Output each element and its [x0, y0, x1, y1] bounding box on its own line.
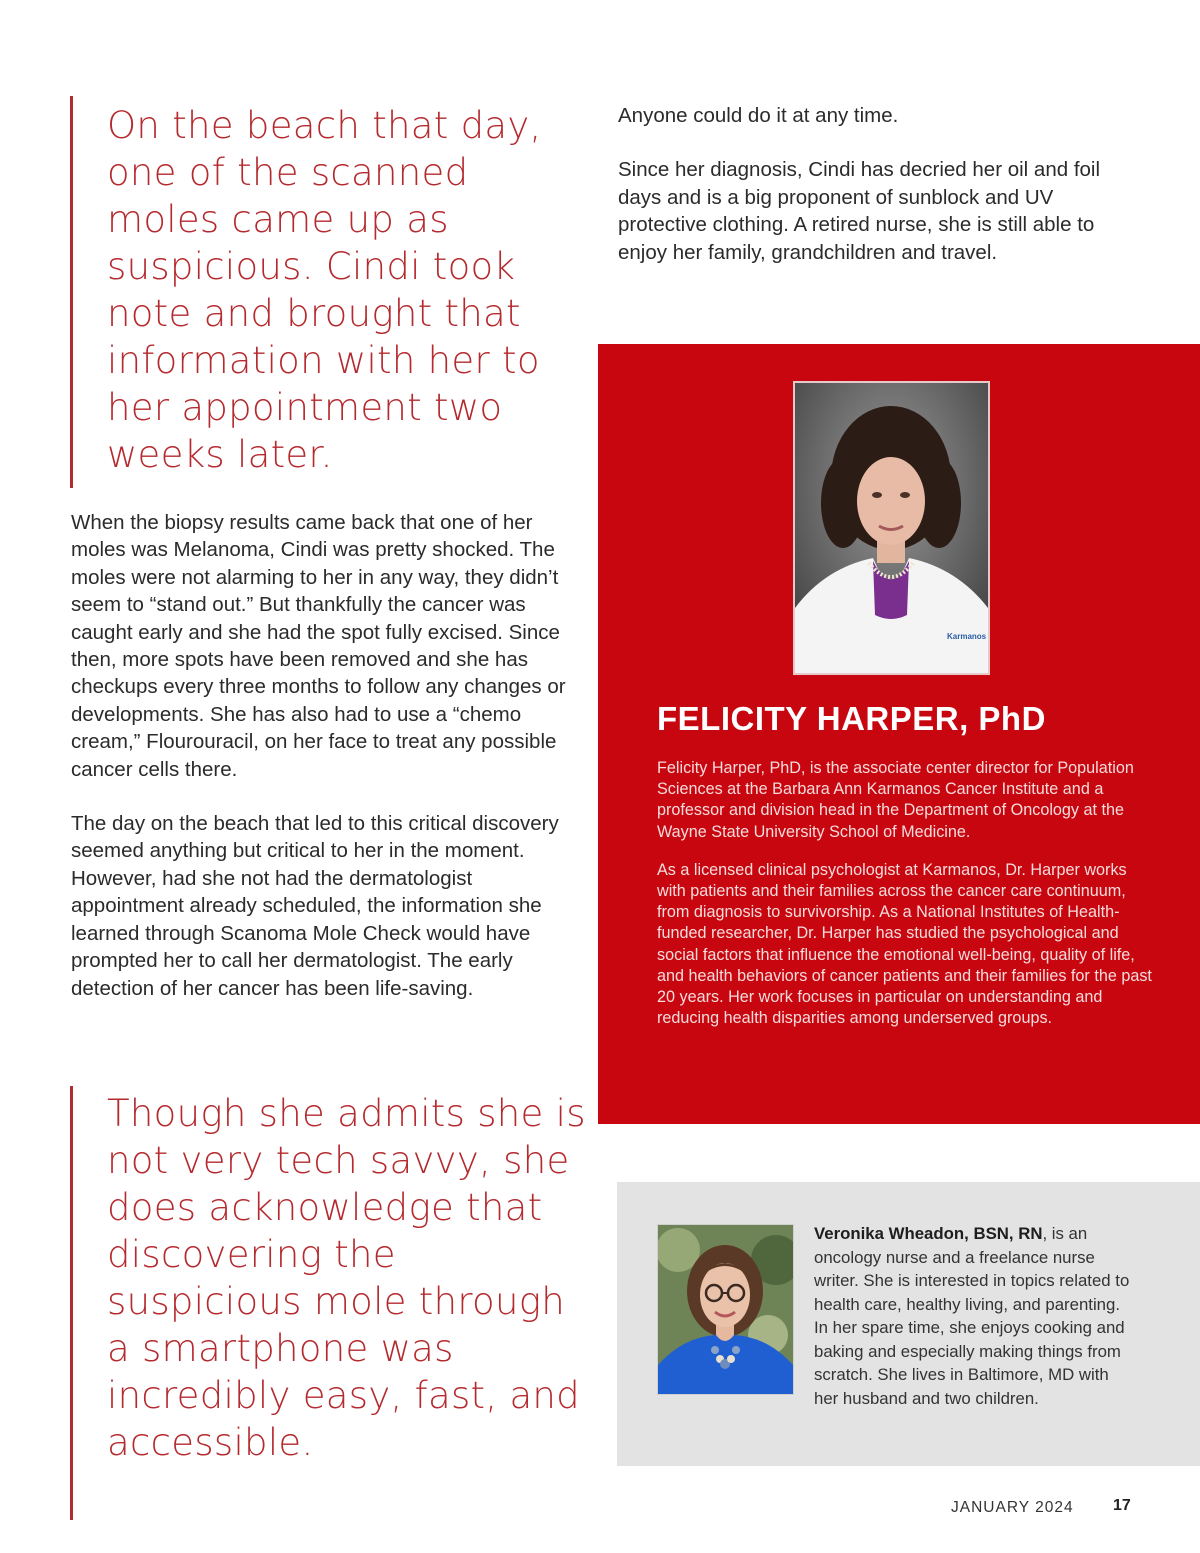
bio-paragraph: As a licensed clinical psychologist at Karmanos, Dr. Harper works with patients and their families across the cancer care continuum, from diagnosis to survivorship. As a National Institutes of Health-funded researcher, Dr. Harper has studied the psychological and social factors that influence the emotional well-being, quality of life, and health behaviors of cancer patients and their families for the past 20 years. Her work focuses in particular on understanding and reducing health disparities among underserved groups. [657, 860, 1152, 1028]
felicity-harper-portrait [793, 381, 990, 675]
pull-quote-text: On the beach that day, one of the scanned moles came up as suspicious. Cindi took note and brought that information with her to her appointment two weeks later. [107, 104, 542, 476]
author-bio [814, 1222, 1134, 1410]
author-name: Veronika Wheadon, BSN, RN [814, 1224, 1043, 1243]
coat-logo: Karmanos [947, 632, 987, 641]
author-box [617, 1182, 1200, 1466]
body-paragraph: The day on the beach that led to this critical discovery seemed anything but critical to her in the moment. However, had she not had the dermatologist appointment already scheduled, the information she learned through Scanoma Mole Check would have prompted her to call her dermatologist. The early detection of her cancer has been life-saving. [71, 812, 559, 1000]
author-bio-text: , is an oncology nurse and a freelance nurse writer. She is interested in topics related to health care, healthy living, and parenting. In her spare time, she enjoys cooking and baking and especially making things from scratch. She lives in Baltimore, MD with her husband and two children. [814, 1224, 1130, 1408]
pull-quote-top [70, 96, 587, 488]
body-paragraph: Anyone could do it at any time. [618, 104, 899, 127]
left-column-body [71, 509, 581, 1029]
footer-date: JANUARY 2024 [951, 1499, 1074, 1516]
body-paragraph: When the biopsy results came back that one of her moles was Melanoma, Cindi was pretty shocked. The moles were not alarming to her in any way, they didn’t seem to “stand out.” But thankfully the cancer was caught early and she had the spot fully excised. Since then, more spots have been removed and she has checkups every three months to follow any changes or developments. She has also had to use a “chemo cream,” Flourouracil, on her face to treat any possible cancer cells there. [71, 511, 566, 781]
author-portrait-photo [658, 1225, 793, 1394]
bio-text [657, 758, 1157, 1046]
bio-name: FELICITY HARPER, PhD [657, 700, 1046, 737]
pull-quote-bottom [70, 1086, 587, 1520]
body-paragraph: Since her diagnosis, Cindi has decried her oil and foil days and is a big proponent of sunblock and UV protective clothing. A retired nurse, she is still able to enjoy her family, grandchildren and travel. [618, 158, 1101, 264]
right-column-body [618, 102, 1138, 293]
page-number: 17 [1113, 1497, 1131, 1514]
bio-box [598, 344, 1200, 1124]
pull-quote-text: Though she admits she is not very tech savvy, she does acknowledge that discovering the suspicious mole through a smartphone was incredibly easy, fast, and accessible. [107, 1092, 586, 1464]
bio-paragraph: Felicity Harper, PhD, is the associate center director for Population Sciences at the Barbara Ann Karmanos Cancer Institute and a professor and division head in the Department of Oncology at the Wayne State University School of Medicine. [657, 759, 1134, 841]
portrait-photo [795, 383, 988, 673]
author-photo [657, 1224, 794, 1395]
